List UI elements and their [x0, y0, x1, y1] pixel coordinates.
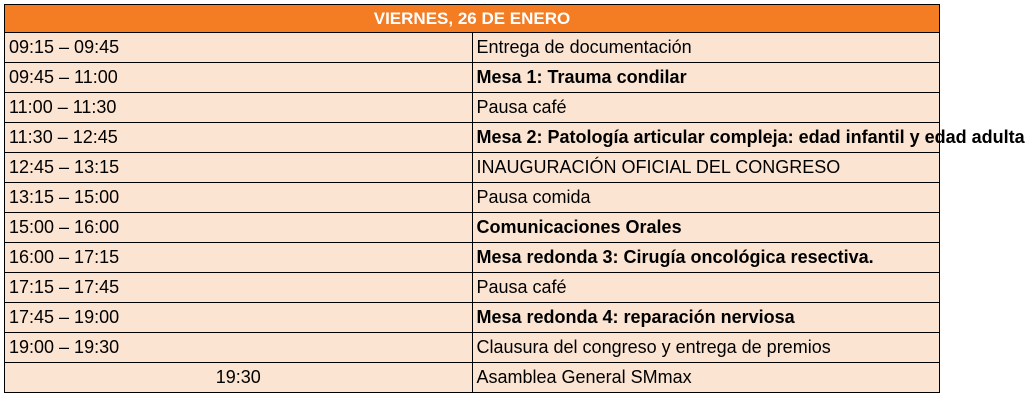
- event-cell: Comunicaciones Orales: [472, 213, 940, 243]
- event-cell: Asamblea General SMmax: [472, 363, 940, 393]
- table-row: [5, 363, 940, 393]
- time-cell: 09:45 – 11:00: [5, 63, 473, 93]
- time-cell: 09:15 – 09:45: [5, 33, 473, 63]
- table-row: [5, 123, 940, 153]
- table-row: [5, 303, 940, 333]
- schedule-day-title: VIERNES, 26 DE ENERO: [5, 5, 940, 33]
- table-row: [5, 333, 940, 363]
- table-row: [5, 183, 940, 213]
- table-row: [5, 63, 940, 93]
- schedule-container: [4, 4, 1025, 393]
- event-cell: Pausa café: [472, 273, 940, 303]
- table-row: [5, 93, 940, 123]
- table-row: [5, 213, 940, 243]
- event-cell: INAUGURACIÓN OFICIAL DEL CONGRESO: [472, 153, 940, 183]
- event-cell: Pausa café: [472, 93, 940, 123]
- time-cell: 13:15 – 15:00: [5, 183, 473, 213]
- event-cell: Pausa comida: [472, 183, 940, 213]
- time-cell: 16:00 – 17:15: [5, 243, 473, 273]
- time-cell: 11:00 – 11:30: [5, 93, 473, 123]
- time-cell: 12:45 – 13:15: [5, 153, 473, 183]
- table-row: [5, 243, 940, 273]
- schedule-header-row: [5, 5, 940, 33]
- table-row: [5, 33, 940, 63]
- table-row: [5, 153, 940, 183]
- schedule-body: [5, 33, 1025, 393]
- event-cell: Mesa 2: Patología articular compleja: edad infantil y edad adulta: [472, 123, 940, 153]
- time-cell: 17:15 – 17:45: [5, 273, 473, 303]
- table-row: [5, 273, 940, 303]
- schedule-table: [4, 4, 1025, 393]
- time-cell: 17:45 – 19:00: [5, 303, 473, 333]
- time-cell: 19:00 – 19:30: [5, 333, 473, 363]
- event-cell: Entrega de documentación: [472, 33, 940, 63]
- event-cell: Mesa 1: Trauma condilar: [472, 63, 940, 93]
- event-cell: Mesa redonda 4: reparación nerviosa: [472, 303, 940, 333]
- event-cell: Clausura del congreso y entrega de premios: [472, 333, 940, 363]
- event-cell: Mesa redonda 3: Cirugía oncológica resectiva.: [472, 243, 940, 273]
- time-cell: 11:30 – 12:45: [5, 123, 473, 153]
- time-cell: 19:30: [5, 363, 473, 393]
- time-cell: 15:00 – 16:00: [5, 213, 473, 243]
